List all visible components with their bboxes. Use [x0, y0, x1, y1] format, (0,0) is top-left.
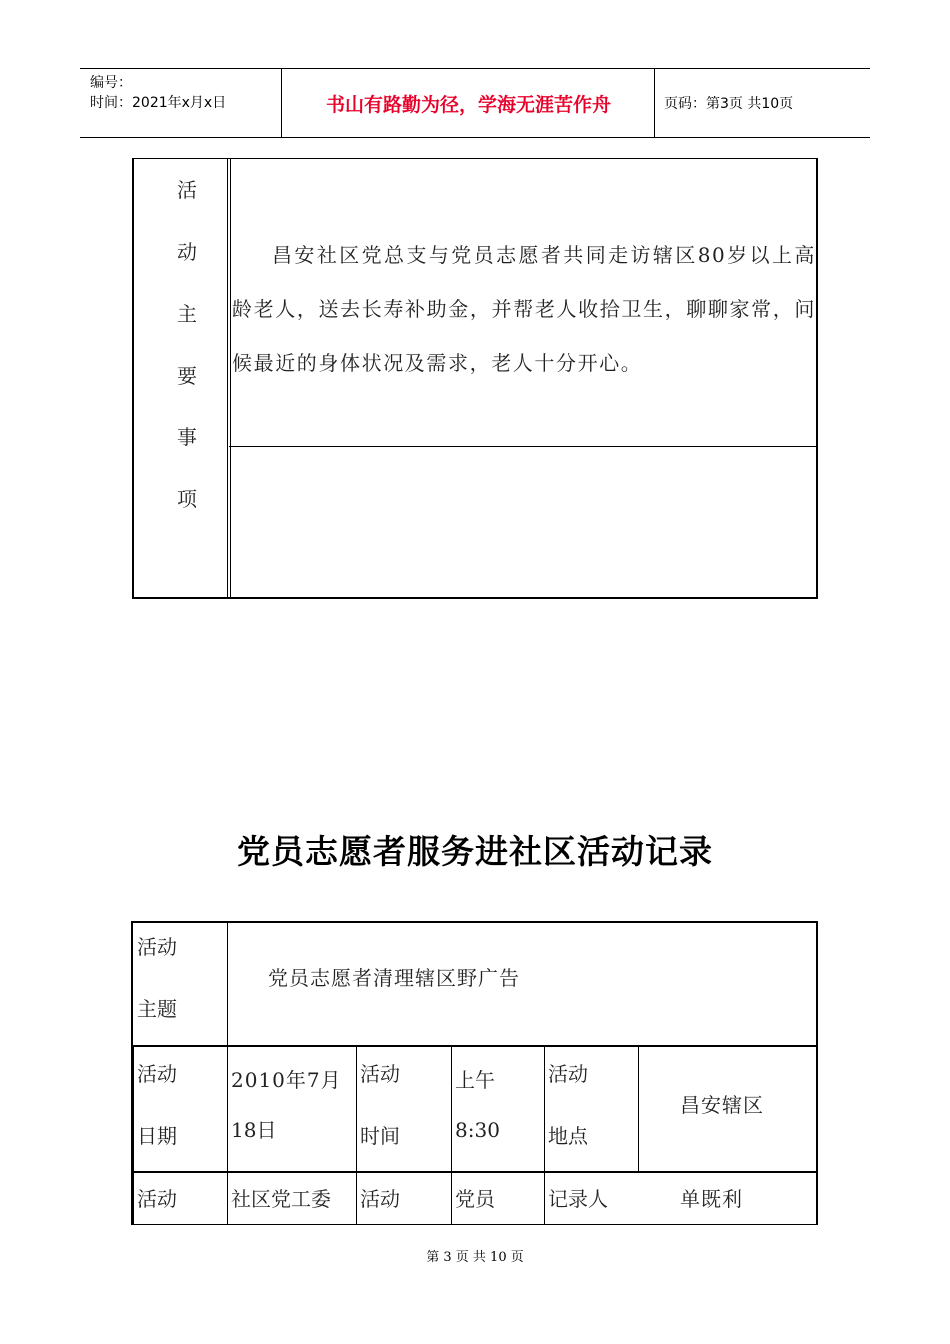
side-label-char: 活	[177, 178, 197, 202]
place-label-2: 地点	[548, 1124, 588, 1148]
row3-org: 社区党工委	[231, 1187, 331, 1211]
header-meta	[90, 73, 226, 113]
side-label-char: 动	[177, 240, 197, 264]
table-border	[638, 1045, 639, 1171]
header-number-label: 编号：	[90, 75, 132, 91]
side-label-char: 项	[177, 487, 197, 511]
recorder-label: 记录人	[548, 1187, 608, 1211]
time-value-2: 8:30	[455, 1118, 500, 1142]
table-border	[229, 446, 817, 447]
date-label-2: 日期	[137, 1124, 177, 1148]
date-value-2: 18日	[231, 1118, 277, 1142]
header-motto: 书山有路勤为径，学海无涯苦作舟	[325, 93, 611, 116]
table-border	[227, 921, 228, 1225]
row3-value2: 党员	[455, 1187, 495, 1211]
table-border	[133, 597, 818, 599]
time-value-1: 上午	[455, 1068, 495, 1092]
table-border	[816, 158, 818, 599]
table-border	[451, 1045, 452, 1225]
table-border	[544, 1045, 545, 1225]
theme-value: 党员志愿者清理辖区野广告	[268, 966, 520, 990]
table-border	[356, 1045, 357, 1225]
side-label-char: 事	[177, 425, 197, 449]
table-border	[133, 158, 817, 159]
theme-label-2: 主题	[137, 997, 177, 1021]
place-label-1: 活动	[548, 1062, 588, 1086]
form-title: 党员志愿者服务进社区活动记录	[237, 832, 713, 871]
recorder-value: 单既利	[680, 1187, 743, 1211]
table-border	[230, 158, 231, 598]
table-border	[227, 158, 228, 598]
table-border	[132, 158, 134, 599]
time-label-2: 时间	[360, 1124, 400, 1148]
table-border	[133, 1045, 134, 1225]
table-border	[131, 1224, 818, 1225]
place-value: 昌安辖区	[680, 1093, 764, 1117]
header-divider	[654, 69, 655, 137]
theme-label-1: 活动	[137, 935, 177, 959]
row3-label2: 活动	[360, 1187, 400, 1211]
page-header	[80, 68, 870, 138]
date-label-1: 活动	[137, 1062, 177, 1086]
header-page-info: 页码：第3页 共10页	[664, 96, 794, 112]
side-label-char: 要	[177, 364, 197, 388]
time-label-1: 活动	[360, 1062, 400, 1086]
side-label-char: 主	[177, 302, 197, 326]
header-time-label: 时间：2021年x月x日	[90, 95, 227, 111]
page-footer: 第 3 页 共 10 页	[426, 1250, 524, 1265]
table-border	[131, 1171, 818, 1173]
table-border	[131, 921, 818, 923]
activity-description: 昌安社区党总支与党员志愿者共同走访辖区80岁以上高龄老人，送去长寿补助金，并帮老人收拾卫生，聊聊家常，问候最近的身体状况及需求，老人十分开心。	[232, 243, 816, 375]
table-border	[131, 1045, 818, 1047]
date-value-1: 2010年7月	[231, 1068, 342, 1092]
table-border	[816, 921, 818, 1225]
row3-label: 活动	[137, 1187, 177, 1211]
